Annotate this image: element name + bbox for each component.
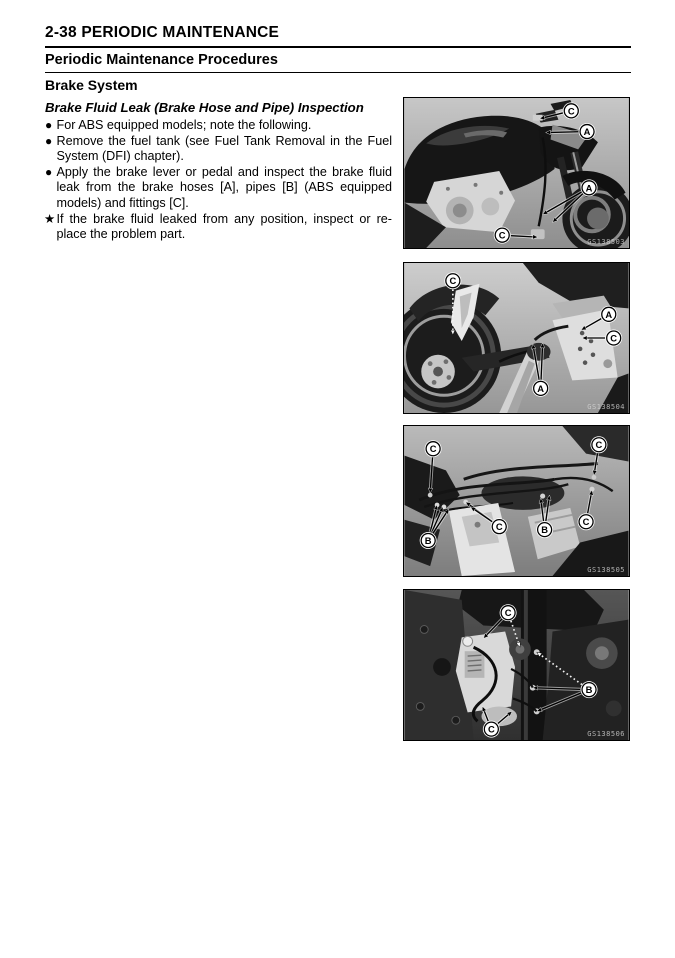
svg-text:B: B [585, 685, 593, 696]
list-item-text: Apply the brake lever or pedal and inspect the brake fluid leak from the brake hoses [A], pipes [B] (ABS equipped models) and fittings [C]. [56, 164, 392, 210]
star-icon: ★ [44, 211, 56, 226]
svg-text:C: C [498, 230, 506, 241]
svg-text:A: A [537, 383, 545, 394]
procedure-title: Brake Fluid Leak (Brake Hose and Pipe) Inspection [45, 100, 364, 115]
photo-watermark: GS138506 [587, 730, 625, 738]
svg-text:C: C [567, 106, 575, 117]
callout-overlay [404, 263, 629, 413]
photo-watermark: GS138505 [587, 566, 625, 574]
figure-abs-unit-pipes [403, 589, 630, 741]
svg-text:C: C [582, 517, 590, 528]
subheader-divider [45, 72, 631, 73]
svg-text:A: A [585, 183, 593, 194]
procedure-text-column [45, 77, 392, 243]
svg-text:C: C [495, 522, 503, 533]
callout-overlay [404, 98, 629, 248]
page-title: 2-38 PERIODIC MAINTENANCE [45, 24, 280, 41]
svg-text:B: B [541, 525, 549, 536]
svg-text:A: A [605, 309, 613, 320]
header-divider [45, 46, 631, 48]
figure-brake-pipes-engine-top [403, 425, 630, 577]
figure-rear-brake-hose [403, 262, 630, 414]
bullet-icon: ● [45, 118, 53, 132]
callout-overlay [404, 590, 629, 740]
svg-text:C: C [610, 333, 618, 344]
page-header [45, 24, 631, 73]
svg-text:C: C [429, 444, 437, 455]
list-item [45, 118, 392, 134]
svg-text:A: A [583, 127, 591, 138]
page-subtitle: Periodic Maintenance Procedures [45, 52, 278, 68]
svg-text:C: C [449, 276, 457, 287]
callout-overlay [404, 426, 629, 576]
list-item-text: Remove the fuel tank (see Fuel Tank Removal in the Fuel System (DFI) chapter). [56, 133, 392, 164]
list-item-text: For ABS equipped models; note the following. [56, 118, 312, 132]
figure-front-brake-hoses [403, 97, 630, 249]
bullet-icon: ● [45, 133, 53, 148]
list-item [45, 134, 392, 165]
svg-text:C: C [487, 724, 495, 735]
list-item [45, 212, 392, 243]
list-item-text: If the brake fluid leaked from any position, inspect or replace the problem part. [56, 211, 392, 242]
bullet-icon: ● [45, 164, 53, 179]
list-item [45, 165, 392, 212]
section-title: Brake System [45, 77, 138, 93]
svg-text:C: C [595, 440, 603, 451]
photo-watermark: GS138503 [587, 238, 625, 246]
photo-watermark: GS138504 [587, 403, 625, 411]
svg-text:C: C [504, 608, 512, 619]
svg-text:B: B [424, 535, 432, 546]
